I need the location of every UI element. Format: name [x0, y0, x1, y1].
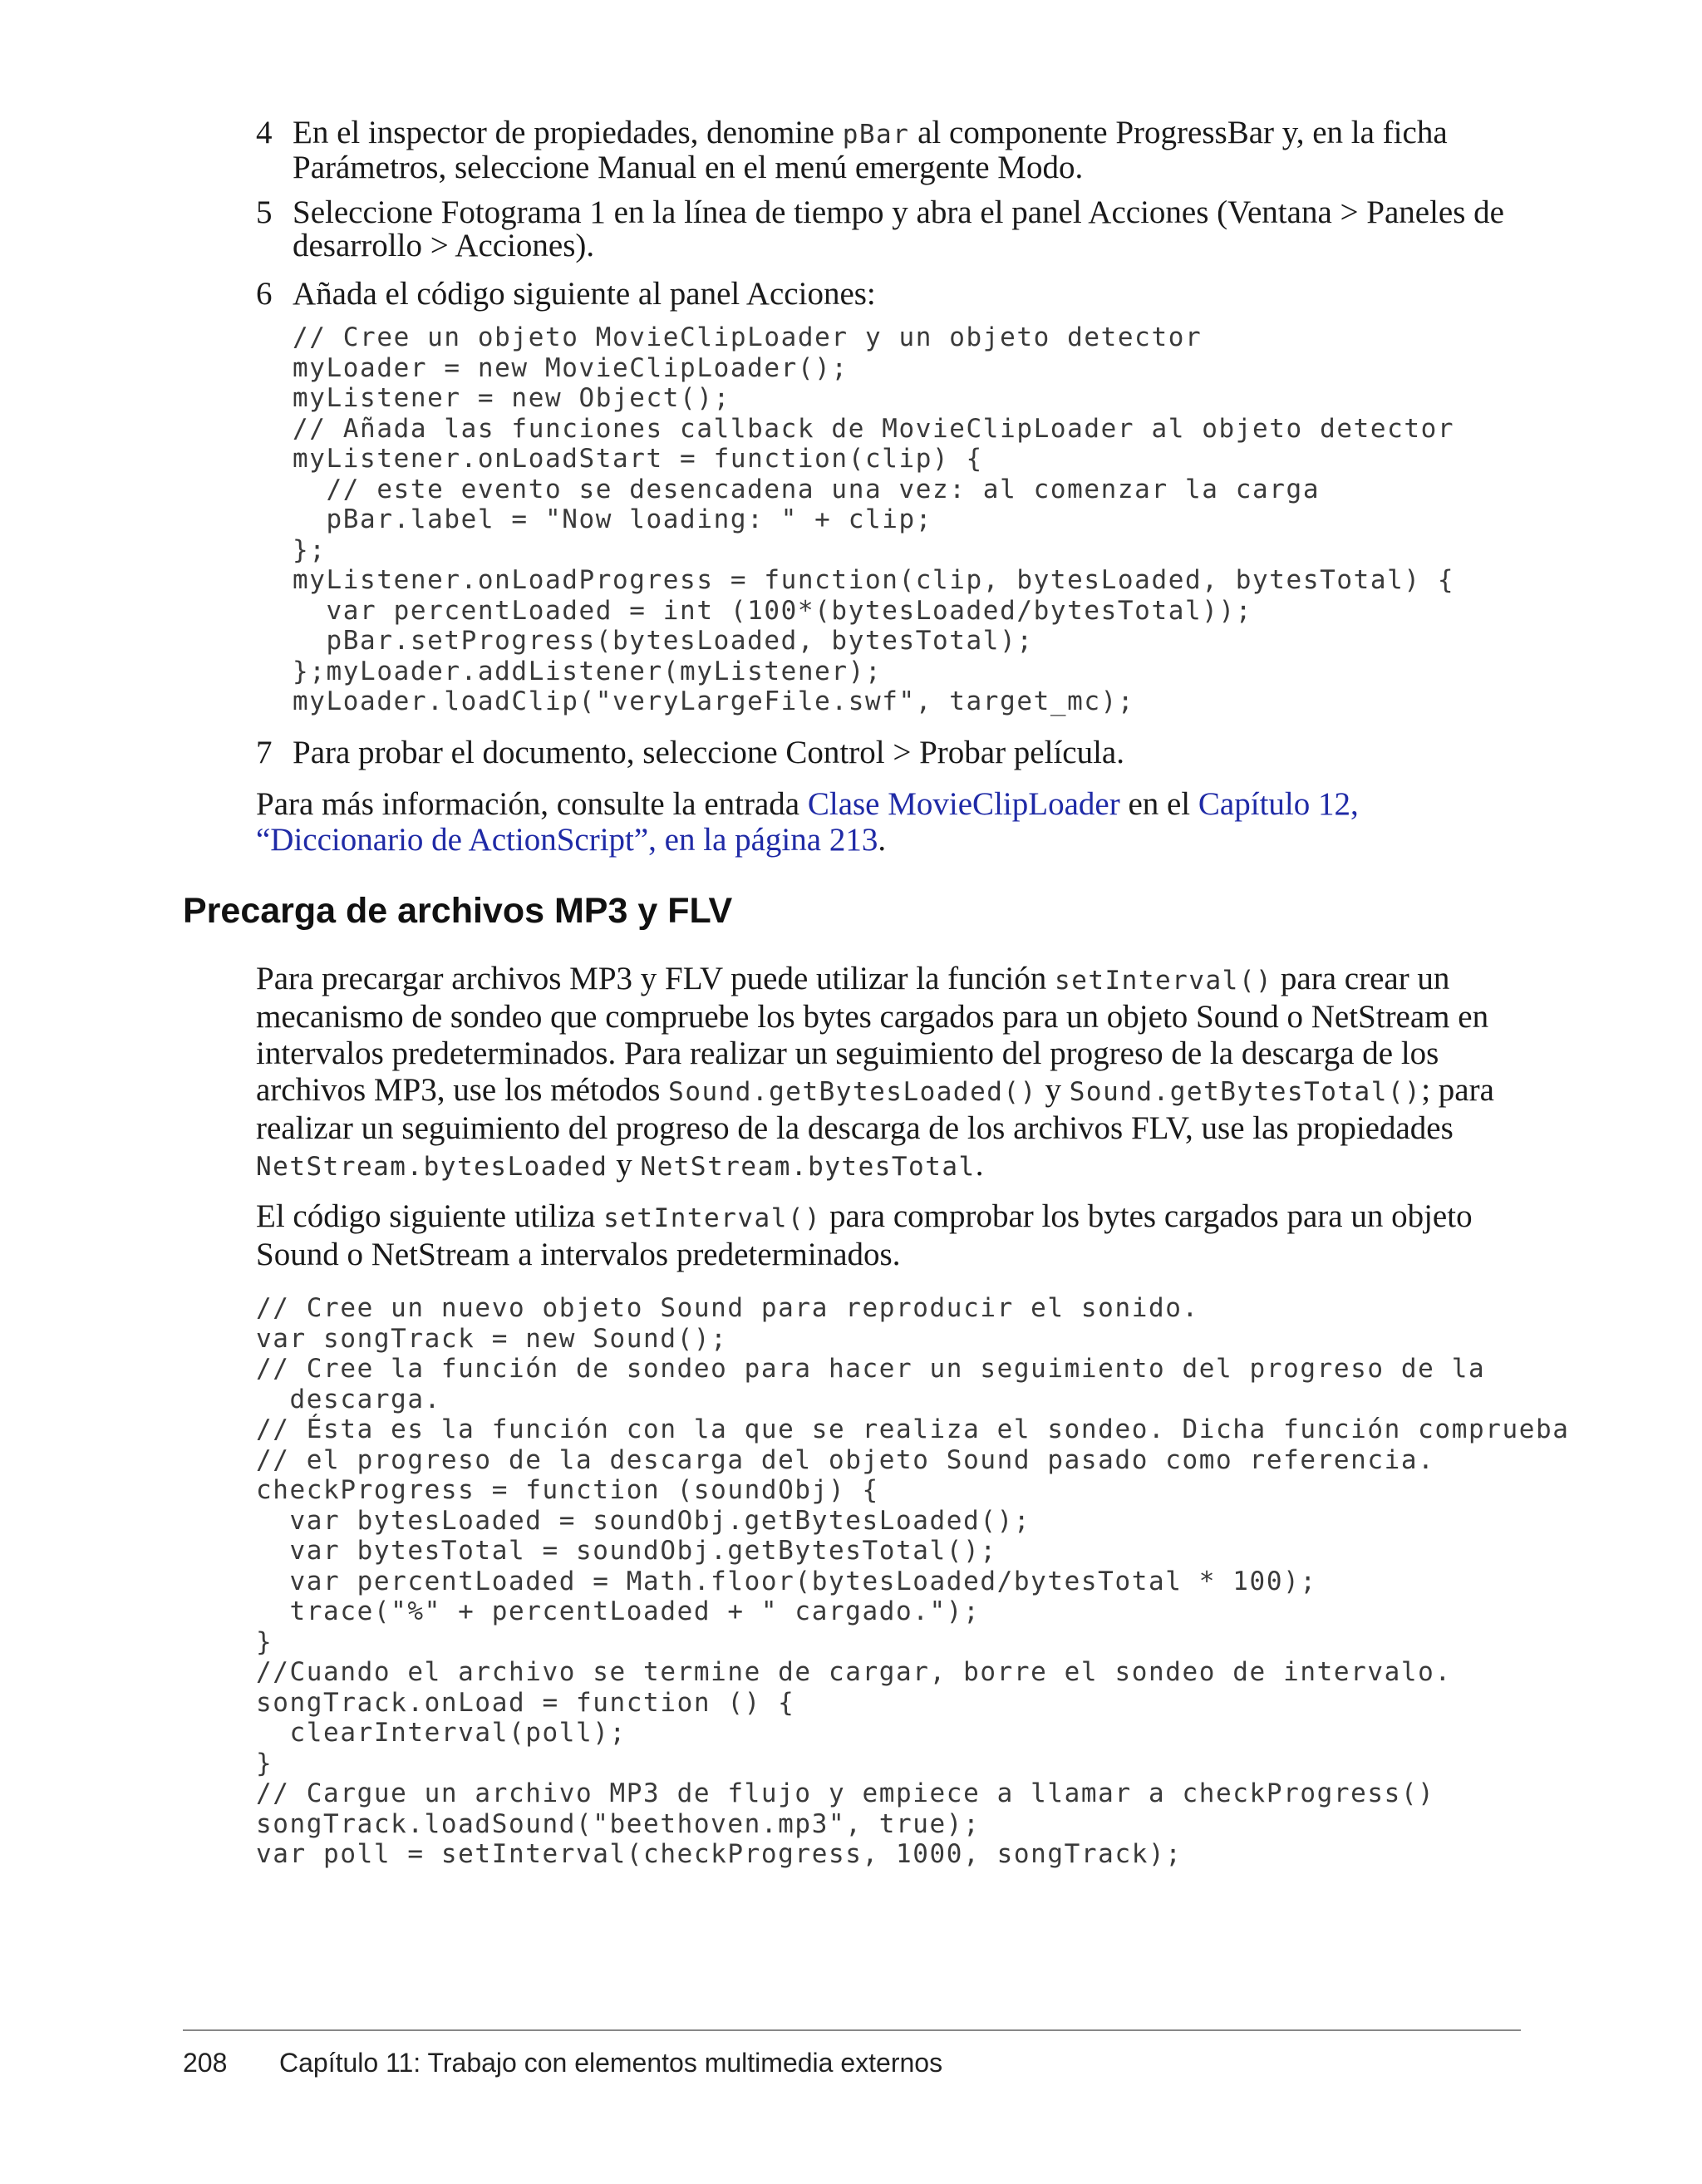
step-text: Para probar el documento, seleccione Control > Probar película. — [293, 735, 1124, 770]
step-number: 5 — [256, 194, 273, 230]
inline-code: Sound.getBytesLoaded() — [668, 1077, 1037, 1107]
page-number: 208 — [183, 2048, 228, 2078]
step-number: 7 — [256, 735, 273, 770]
preload-paragraph: Para precargar archivos MP3 y FLV puede utilizar la función setInterval() para crear un mecanismo de sondeo que compruebe los bytes cargados para un objeto Sound o NetStream en intervalos predeterminados. Para realizar un seguimiento del progreso de la descarga de los archivos MP3, use los métodos Sound.getBytesLoaded() y Sound.getBytesTotal(); para realizar un seguimiento del progreso de la descarga de los archivos FLV, use las propiedades NetStream.bytesLoaded y NetStream.bytesTotal. — [256, 961, 1494, 1183]
inline-code: Sound.getBytesTotal() — [1069, 1077, 1422, 1107]
chapter-title: Capítulo 11: Trabajo con elementos multimedia externos — [279, 2048, 943, 2078]
step-text: En el inspector de propiedades, denomine pBar al componente ProgressBar y, en la ficha Parámetros, seleccione Manual en el menú emergente Modo. — [293, 115, 1448, 185]
link-capitulo-12[interactable]: Capítulo 12, “Diccionario de ActionScript”, en la página 213 — [256, 786, 1359, 858]
inline-code: NetStream.bytesLoaded — [256, 1152, 608, 1182]
inline-code: pBar — [842, 120, 910, 150]
section-heading: Precarga de archivos MP3 y FLV — [183, 891, 733, 931]
step-number: 4 — [256, 115, 273, 150]
footer-divider — [183, 2029, 1521, 2031]
step-5 — [256, 196, 1519, 263]
inline-code: setInterval() — [1055, 966, 1273, 996]
code-block-sound-preload: // Cree un nuevo objeto Sound para reproducir el sonido. var songTrack = new Sound(); // Cree la función de sondeo para hacer un seguimiento del progreso de la descarga. // Ésta es la función con la que se realiza el sondeo. Dicha función comprueba // el progreso de la descarga del objeto Sound pasado como referencia. checkProgress = function (soundObj) { var bytesLoaded = soundObj.getBytesLoaded(); var bytesTotal = soundObj.getBytesTotal(); var percentLoaded = Math.floor(bytesLoaded/bytesTotal * 100); trace("%" + percentLoaded + " cargado."); } //Cuando el archivo se termine de cargar, borre el sondeo de intervalo. songTrack.onLoad = function () { clearInterval(poll); } // Cargue un archivo MP3 de flujo y empiece a llamar a checkProgress() songTrack.loadSound("beethoven.mp3", true); var poll = setInterval(checkProgress, 1000, songTrack); — [256, 1293, 1570, 1869]
code-block-movieclip-loader: // Cree un objeto MovieClipLoader y un objeto detector myLoader = new MovieClipLoader(); myListener = new Object(); // Añada las funciones callback de MovieClipLoader al objeto detector myListener.onLoadStart = function(clip) { // este evento se desencadena una vez: al comenzar la carga pBar.label = "Now loading: " + clip; }; myListener.onLoadProgress = function(clip, bytesLoaded, bytesTotal) { var percentLoaded = int (100*(bytesLoaded/bytesTotal)); pBar.setProgress(bytesLoaded, bytesTotal); };myLoader.addListener(myListener); myLoader.loadClip("veryLargeFile.swf", target_mc); — [293, 322, 1455, 716]
inline-code: setInterval() — [603, 1203, 822, 1233]
step-6 — [256, 278, 1519, 311]
step-7 — [256, 736, 1519, 770]
setinterval-paragraph: El código siguiente utiliza setInterval() para comprobar los bytes cargados para un objeto Sound o NetStream a intervalos predeterminados. — [256, 1198, 1473, 1272]
more-info-paragraph: Para más información, consulte la entrada Clase MovieClipLoader en el Capítulo 12, “Diccionario de ActionScript”, en la página 213. — [256, 786, 1359, 858]
step-4 — [256, 116, 1519, 184]
step-text: Seleccione Fotograma 1 en la línea de tiempo y abra el panel Acciones (Ventana > Paneles de desarrollo > Acciones). — [293, 194, 1504, 263]
inline-code: NetStream.bytesTotal — [640, 1152, 976, 1182]
step-number: 6 — [256, 276, 273, 312]
step-text: Añada el código siguiente al panel Acciones: — [293, 276, 876, 312]
link-clase-movieclip-loader[interactable]: Clase MovieClipLoader — [807, 786, 1120, 822]
